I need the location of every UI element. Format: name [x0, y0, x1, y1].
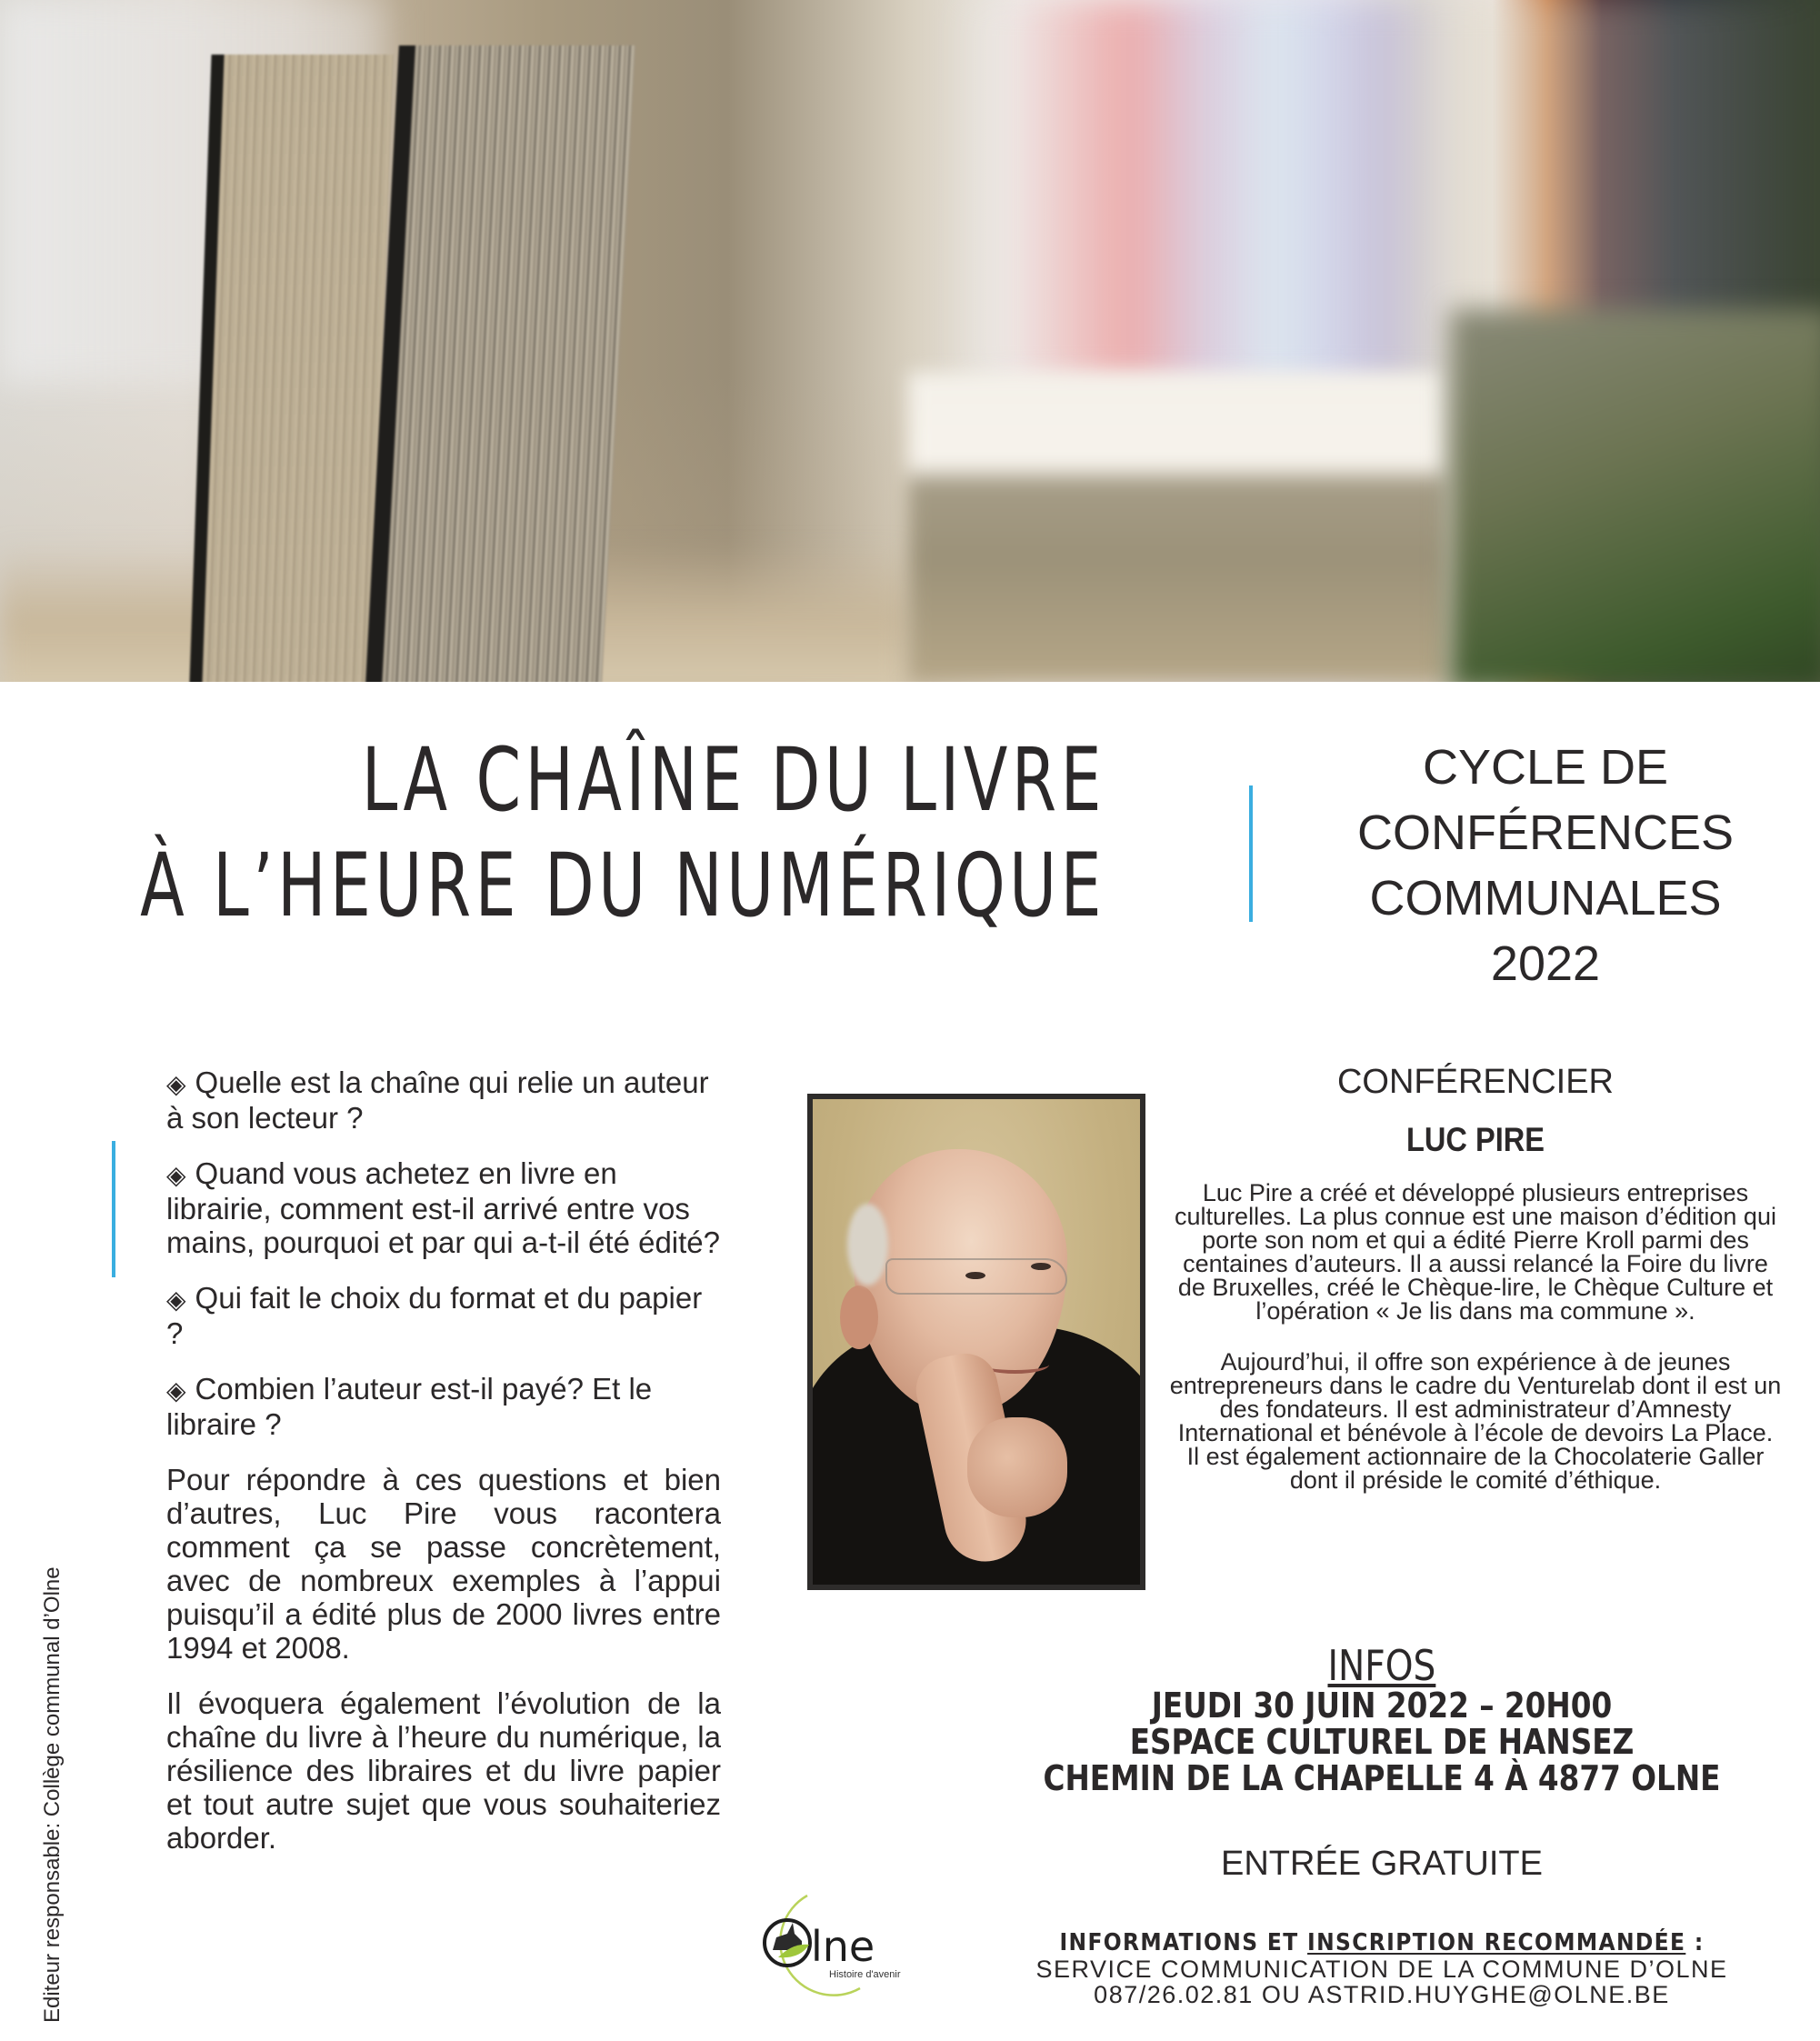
question-item [166, 1066, 721, 1135]
accent-bar-divider [1249, 785, 1253, 922]
bio-paragraph: Luc Pire a créé et développé plusieurs entreprises culturelles. La plus connue est une maison d’édition qui porte son nom et qui a édité Pierre Kroll parmi des centaines d’auteurs. Il a aussi relancé la Foire du livre de Bruxelles, créé le Chèque-lire, le Chèque Culture et l’opération « Je lis dans ma commune ». [1175, 1179, 1776, 1325]
question-text: Qui fait le choix du format et du papier ? [166, 1281, 703, 1350]
question-item [166, 1281, 721, 1350]
speaker-portrait [807, 1094, 1145, 1590]
entry-free: ENTRÉE GRATUITE [1221, 1845, 1543, 1883]
title-line-1: LA CHAÎNE DU LIVRE [361, 729, 1105, 831]
diamond-bullet-icon: ◈ [166, 1286, 186, 1314]
cycle-line-2: CONFÉRENCES [1356, 805, 1735, 860]
questions-column [166, 1066, 721, 1876]
portrait-eye [1031, 1263, 1051, 1270]
intro-paragraph: Pour répondre à ces questions et bien d’autres, Luc Pire vous racontera comment ça se passe concrètement, avec de nombreux exemples à l’appui puisqu’il a édité plus de 2000 livres entre 1994 et 2008. [166, 1463, 721, 1665]
cycle-line-3: COMMUNALES [1369, 871, 1722, 925]
question-text: Quelle est la chaîne qui relie un auteur à son lecteur ? [166, 1066, 709, 1135]
portrait-eye [965, 1272, 985, 1279]
registration-suffix: : [1685, 1929, 1705, 1956]
cycle-line-1: CYCLE DE [1422, 740, 1669, 795]
editor-responsible-note: Editeur responsable: Collège communal d’Olne [40, 1566, 65, 2023]
olne-logo [751, 1886, 924, 2005]
speaker-block [1162, 1059, 1789, 1519]
speaker-name: LUC PIRE [1406, 1121, 1545, 1158]
bio-paragraph: Aujourd’hui, il offre son expérience à de jeunes entrepreneurs dans le cadre du Venturelab dont il est un des fondateurs. Il est administrateur d’Amnesty International et bénévole à l’école de devoirs La Place. Il est également actionnaire de la Chocolaterie Galler dont il préside le comité d’éthique. [1169, 1348, 1782, 1494]
main-title [140, 727, 1105, 938]
portrait-hair [847, 1204, 888, 1286]
speaker-role: CONFÉRENCIER [1336, 1063, 1615, 1101]
event-date: JEUDI 30 JUIN 2022 – 20H00 [1151, 1686, 1613, 1726]
question-item [166, 1156, 721, 1259]
logo-tagline: Histoire d'avenir [829, 1969, 901, 1980]
blurred-book-row [909, 373, 1445, 682]
diamond-bullet-icon: ◈ [166, 1070, 186, 1098]
title-line-2: À L’HEURE DU NUMÉRIQUE [140, 835, 1105, 936]
cycle-year: 2022 [1490, 936, 1601, 991]
question-text: Quand vous achetez en livre en librairie, comment est-il arrivé entre vos mains, pourquoi et par qui a-t-il été édité? [166, 1156, 721, 1259]
portrait-fist [967, 1417, 1067, 1517]
event-venue: ESPACE CULTUREL DE HANSEZ [1129, 1722, 1635, 1762]
contact-service: SERVICE COMMUNICATION DE LA COMMUNE D’OLNE [1035, 1956, 1728, 1983]
olne-logo-graphic [751, 1886, 924, 2005]
registration-label [994, 1929, 1771, 1956]
question-text: Combien l’auteur est-il payé? Et le libraire ? [166, 1372, 653, 1441]
banner-photo [0, 0, 1820, 682]
question-item [166, 1372, 721, 1441]
book-left [188, 55, 393, 682]
infos-heading: INFOS [1327, 1641, 1436, 1690]
cycle-label [1309, 735, 1782, 996]
logo-wordmark: lne [811, 1922, 875, 1971]
event-info [950, 1641, 1814, 2008]
diamond-bullet-icon: ◈ [166, 1161, 186, 1189]
registration-recommended: INSCRIPTION RECOMMANDÉE [1307, 1929, 1686, 1956]
accent-bar-left [112, 1141, 115, 1277]
topics-paragraph: Il évoquera également l’évolution de la chaîne du livre à l’heure du numérique, la résilience des libraires et du livre papier et tout autre sujet que vous souhaiteriez aborder. [166, 1686, 721, 1855]
book-right [365, 45, 635, 682]
contact-details[interactable]: 087/26.02.81 OU ASTRID.HUYGHE@OLNE.BE [1094, 1981, 1670, 2008]
blurred-green-book [1450, 309, 1820, 682]
event-address: CHEMIN DE LA CHAPELLE 4 À 4877 OLNE [1043, 1758, 1721, 1798]
speaker-bio [1162, 1181, 1789, 1492]
diamond-bullet-icon: ◈ [166, 1376, 186, 1405]
registration-prefix: INFORMATIONS ET [1059, 1929, 1308, 1956]
portrait-ear [840, 1286, 878, 1349]
